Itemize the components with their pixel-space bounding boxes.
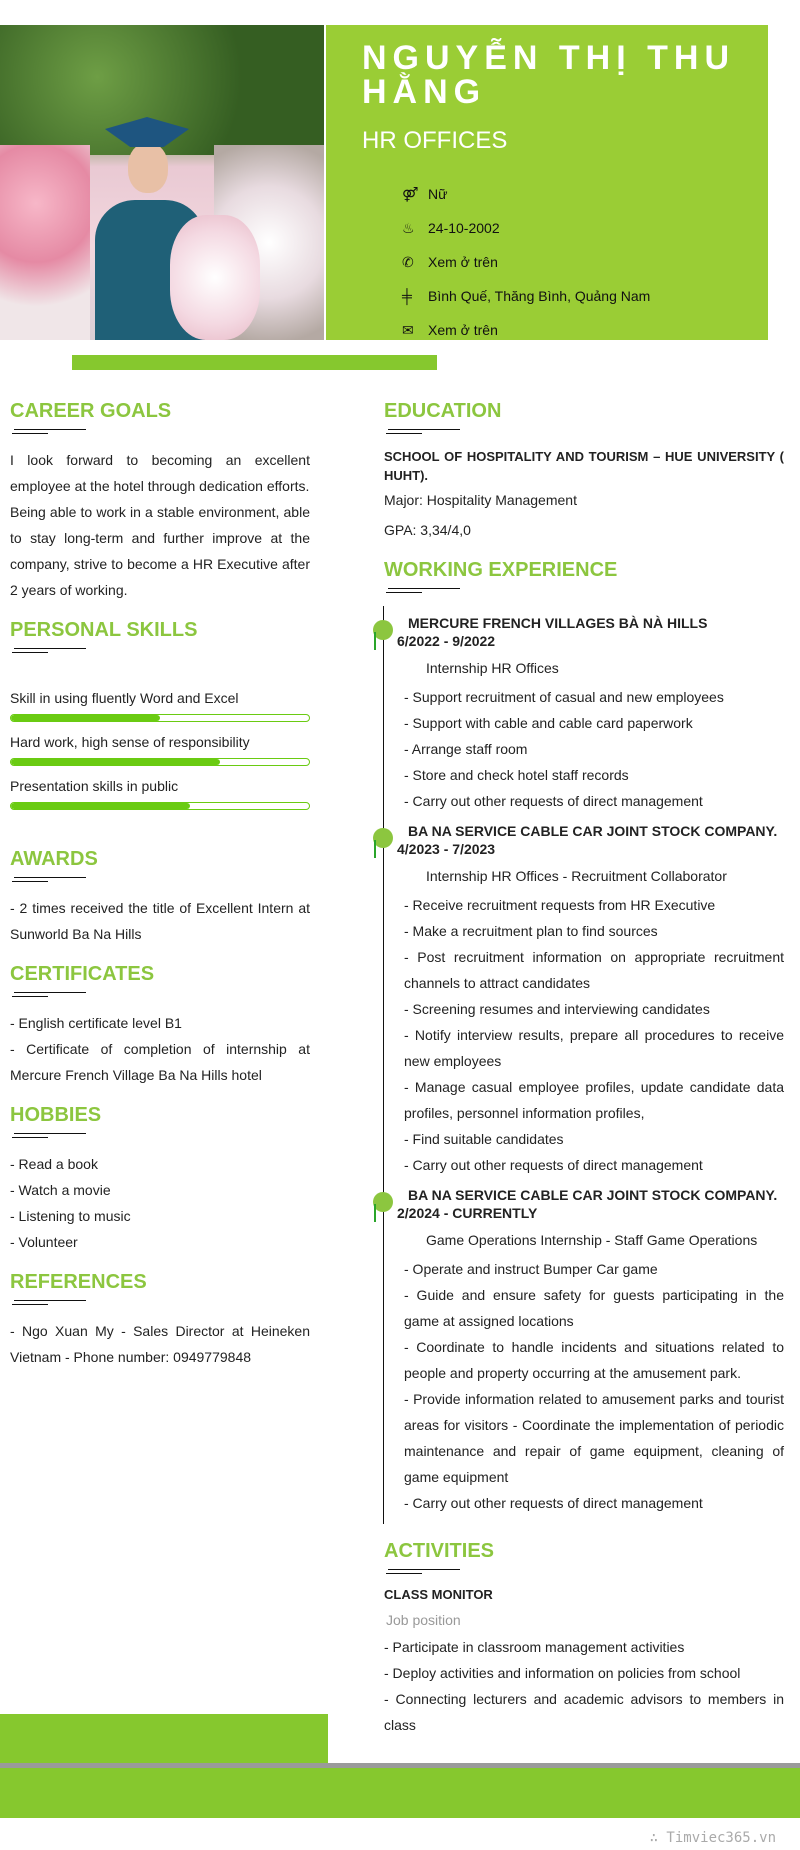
heading-underline (10, 642, 310, 656)
section-heading: REFERENCES (10, 1271, 147, 1293)
heading-underline (384, 582, 784, 596)
skill-bar (10, 802, 310, 810)
phone-icon: ✆ (402, 253, 414, 270)
skill-bar-fill (11, 759, 220, 765)
career-goals-section (10, 400, 310, 603)
birthday-cake-icon: ♨ (402, 219, 415, 236)
duty-item: - Store and check hotel staff records (404, 767, 629, 783)
duty-item: - Find suitable candidates (404, 1131, 564, 1147)
activity-position: Job position (386, 1612, 461, 1628)
reference-text: - Ngo Xuan My - Sales Director at Heineken Vietnam - Phone number: 0949779848 (10, 1323, 310, 1365)
duty-item: - Arrange staff room (404, 741, 528, 757)
certificates-section (10, 963, 310, 1088)
duty-item: - Notify interview results, prepare all procedures to receive new employees (404, 1027, 784, 1069)
info-phone (402, 245, 768, 279)
duty-item: - Make a recruitment plan to find sources (404, 923, 658, 939)
company-name: BA NA SERVICE CABLE CAR JOINT STOCK COMPANY. (408, 823, 778, 839)
section-heading: CERTIFICATES (10, 963, 155, 985)
duty-item: - Carry out other requests of direct management (404, 1157, 703, 1173)
info-text: Nữ (428, 186, 448, 202)
info-birthday (402, 211, 768, 245)
timeline-dot (373, 828, 393, 848)
career-goal-text: I look forward to becoming an excellent employee at the hotel through dedication efforts. (10, 452, 310, 494)
duty-item: - Carry out other requests of direct management (404, 793, 703, 809)
hobby-item: - Listening to music (10, 1208, 131, 1224)
job-role: Internship HR Offices - Recruitment Collaborator (426, 868, 727, 884)
heading-underline (384, 423, 784, 437)
skills-section (10, 619, 310, 832)
school-name: SCHOOL OF HOSPITALITY AND TOURISM – HUE UNIVERSITY ( HUHT). (384, 449, 784, 483)
certificate-item: - English certificate level B1 (10, 1015, 182, 1031)
duty-item: - Operate and instruct Bumper Car game (404, 1261, 658, 1277)
duty-item: - Post recruitment information on appropriate recruitment channels to attract candidates (404, 949, 784, 991)
skill-bar-fill (11, 715, 160, 721)
duty-item: - Manage casual employee profiles, update candidate data profiles, personnel information profiles, (404, 1079, 784, 1121)
activity-item: - Connecting lecturers and academic advisors to members in class (384, 1691, 784, 1733)
job-title: HR OFFICES (362, 127, 508, 154)
candidate-name: NGUYỄN THỊ THU HẰNG (362, 39, 735, 111)
gender-icon: ⚤ (402, 185, 419, 202)
info-text: Xem ở trên (428, 322, 498, 338)
skill-bar-fill (11, 803, 190, 809)
info-text: 24-10-2002 (428, 220, 500, 236)
hobby-item: - Read a book (10, 1156, 98, 1172)
photo-face (128, 143, 168, 193)
email-icon: ✉ (402, 321, 414, 338)
profile-photo (0, 25, 324, 340)
heading-underline (384, 1563, 784, 1577)
hobby-item: - Volunteer (10, 1234, 78, 1250)
job-role: Game Operations Internship - Staff Game Operations (426, 1232, 758, 1248)
duty-item: - Guide and ensure safety for guests participating in the game at assigned locations (404, 1287, 784, 1329)
awards-section (10, 848, 310, 947)
info-text: Xem ở trên (428, 254, 498, 270)
heading-underline (10, 423, 310, 437)
info-email (402, 313, 768, 347)
certificate-item: - Certificate of completion of internship at Mercure French Village Ba Na Hills hotel (10, 1041, 310, 1083)
header-panel (326, 25, 768, 340)
timeline-tick (374, 632, 376, 650)
address-sign-icon: ╪ (402, 288, 412, 304)
section-heading: AWARDS (10, 848, 98, 870)
activity-item: - Participate in classroom management activities (384, 1639, 685, 1655)
duty-item: - Support with cable and cable card paperwork (404, 715, 693, 731)
duty-item: - Receive recruitment requests from HR Executive (404, 897, 716, 913)
heading-underline (10, 871, 310, 885)
work-dates: 4/2023 - 7/2023 (397, 841, 496, 857)
experience-entry (384, 814, 784, 1178)
decorative-bar (72, 355, 437, 370)
duty-item: - Carry out other requests of direct management (404, 1495, 703, 1511)
skill-label: Presentation skills in public (10, 778, 179, 794)
skill-bar (10, 714, 310, 722)
award-text: - 2 times received the title of Excellent Intern at Sunworld Ba Na Hills (10, 900, 310, 942)
skill-bar (10, 758, 310, 766)
timeline-dot (373, 620, 393, 640)
section-heading: CAREER GOALS (10, 400, 172, 422)
section-heading: ACTIVITIES (384, 1540, 495, 1562)
education-section (384, 400, 784, 543)
activity-title: CLASS MONITOR (384, 1587, 493, 1602)
activities-section (384, 1540, 784, 1738)
experience-section (384, 559, 784, 1524)
company-name: BA NA SERVICE CABLE CAR JOINT STOCK COMPANY. (408, 1187, 778, 1203)
timeline-dot (373, 1192, 393, 1212)
experience-entry (384, 1178, 784, 1516)
skill-label: Hard work, high sense of responsibility (10, 734, 250, 750)
left-column (10, 400, 310, 1386)
experience-entry (384, 606, 784, 814)
activity-item: - Deploy activities and information on policies from school (384, 1665, 741, 1681)
company-name: MERCURE FRENCH VILLAGES BÀ NÀ HILLS (408, 615, 708, 631)
section-heading: WORKING EXPERIENCE (384, 559, 618, 581)
hobby-item: - Watch a movie (10, 1182, 111, 1198)
info-address (402, 279, 768, 313)
job-role: Internship HR Offices (426, 660, 559, 676)
info-gender (402, 177, 768, 211)
section-heading: EDUCATION (384, 400, 502, 422)
info-text: Bình Quế, Thăng Bình, Quảng Nam (428, 288, 651, 304)
education-gpa: GPA: 3,34/4,0 (384, 522, 471, 538)
watermark: ∴ Timviec365.vn (649, 1830, 776, 1846)
heading-underline (10, 986, 310, 1000)
duty-item: - Provide information related to amusement parks and tourist areas for visitors - Coordinate the implementation of periodic maintenance and repair of game equipment, cleaning of game equipment (404, 1391, 784, 1485)
work-dates: 2/2024 - CURRENTLY (397, 1205, 538, 1221)
timeline-tick (374, 1204, 376, 1222)
section-heading: HOBBIES (10, 1104, 102, 1126)
photo-flowers (0, 145, 90, 340)
experience-timeline (383, 606, 784, 1524)
timeline-tick (374, 840, 376, 858)
skill-label: Skill in using fluently Word and Excel (10, 690, 239, 706)
heading-underline (10, 1127, 310, 1141)
duty-item: - Coordinate to handle incidents and situations related to people and property occurring at the amusement park. (404, 1339, 784, 1381)
personal-info (362, 177, 768, 347)
references-section (10, 1271, 310, 1370)
footer-band (0, 1768, 800, 1818)
heading-underline (10, 1294, 310, 1308)
duty-item: - Support recruitment of casual and new employees (404, 689, 724, 705)
right-column (384, 400, 784, 1754)
hobbies-section (10, 1104, 310, 1255)
career-goal-text: Being able to work in a stable environment, able to stay long-term and further improve at the company, strive to become a HR Executive after 2 years of working. (10, 504, 310, 598)
section-heading: PERSONAL SKILLS (10, 619, 198, 641)
education-major: Major: Hospitality Management (384, 492, 577, 508)
footer-left-block (0, 1714, 328, 1763)
photo-bouquet (170, 215, 260, 340)
duty-item: - Screening resumes and interviewing candidates (404, 1001, 710, 1017)
work-dates: 6/2022 - 9/2022 (397, 633, 496, 649)
